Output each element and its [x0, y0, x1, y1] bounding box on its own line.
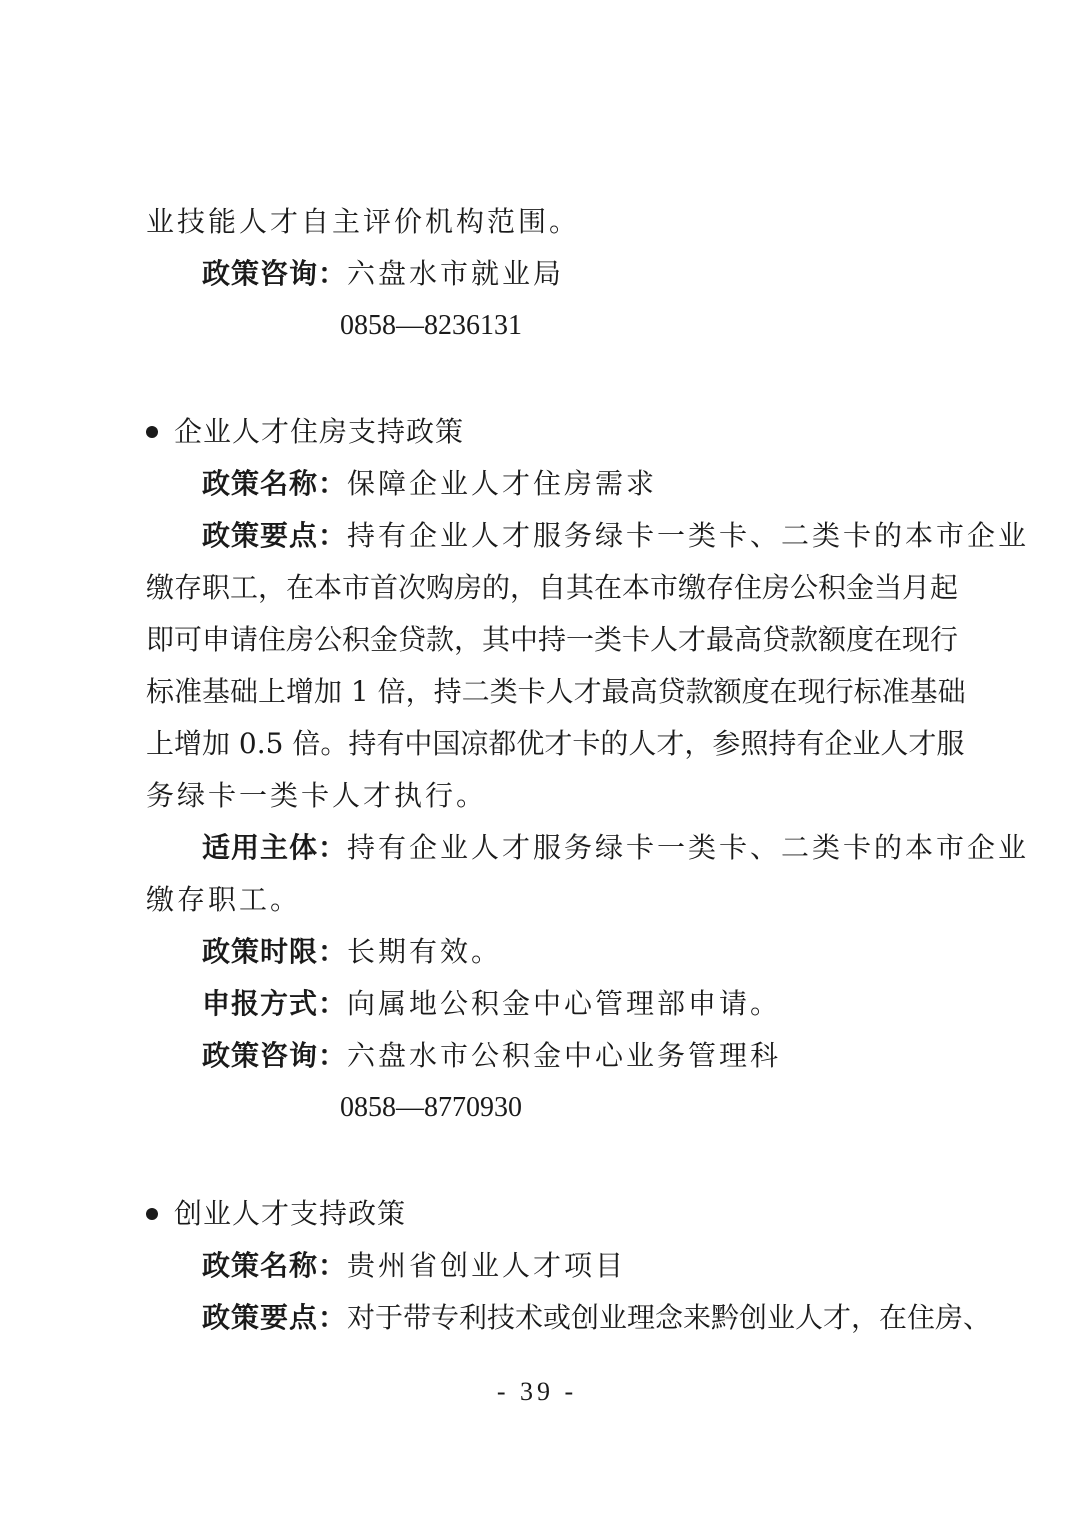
policy-points-line: 即可申请住房公积金贷款，其中持一类卡人才最高贷款额度在现行 [146, 623, 959, 656]
apply-value: 向属地公积金中心管理部申请。 [347, 987, 782, 1020]
policy-points-line: 标准基础上增加 1 倍，持二类卡人才最高贷款额度在现行标准基础 [146, 675, 966, 708]
policy-points-row-2 [202, 1298, 991, 1338]
consult-phone-1: 0858—8236131 [340, 310, 522, 341]
policy-points-line: 上增加 0.5 倍。持有中国凉都优才卡的人才，参照持有企业人才服 [146, 727, 965, 760]
consult-phone-2: 0858—8770930 [340, 1092, 522, 1123]
subject-label: 适用主体： [202, 831, 348, 864]
term-value: 长期有效。 [347, 935, 503, 968]
policy-name-value: 贵州省创业人才项目 [347, 1249, 627, 1282]
consult-label: 政策咨询： [202, 257, 348, 290]
policy-points-line: 对于带专利技术或创业理念来黔创业人才，在住房、 [347, 1301, 992, 1334]
policy-name-row-2 [202, 1246, 626, 1286]
policy-name-label: 政策名称： [202, 467, 348, 500]
policy-points-line: 缴存职工，在本市首次购房的，自其在本市缴存住房公积金当月起 [146, 571, 959, 604]
apply-row [202, 984, 781, 1024]
policy-points-row [202, 516, 1029, 556]
term-row [202, 932, 502, 972]
policy-name-row [202, 464, 657, 504]
subject-row [202, 828, 1029, 868]
term-label: 政策时限： [202, 935, 348, 968]
policy-name-label: 政策名称： [202, 1249, 348, 1282]
apply-label: 申报方式： [202, 987, 348, 1020]
consult-row-1 [202, 254, 564, 294]
section-heading-housing: 企业人才住房支持政策 [174, 415, 465, 448]
consult-value: 六盘水市就业局 [347, 257, 565, 290]
policy-points-label: 政策要点： [202, 519, 348, 552]
subject-line: 缴存职工。 [146, 883, 302, 916]
section-bullet-icon [146, 1208, 158, 1220]
consult-value: 六盘水市公积金中心业务管理科 [347, 1039, 782, 1072]
policy-points-line: 务绿卡一类卡人才执行。 [146, 779, 488, 812]
section-heading-startup: 创业人才支持政策 [174, 1197, 407, 1230]
subject-line: 持有企业人才服务绿卡一类卡、二类卡的本市企业 [347, 831, 1030, 864]
section-bullet-icon [146, 426, 158, 438]
policy-points-label: 政策要点： [202, 1301, 348, 1334]
consult-label: 政策咨询： [202, 1039, 348, 1072]
policy-points-line: 持有企业人才服务绿卡一类卡、二类卡的本市企业 [347, 519, 1030, 552]
consult-row-2 [202, 1036, 781, 1076]
continuation-text: 业技能人才自主评价机构范围。 [146, 205, 581, 238]
policy-name-value: 保障企业人才住房需求 [347, 467, 658, 500]
page-number: - 39 - [496, 1377, 578, 1406]
